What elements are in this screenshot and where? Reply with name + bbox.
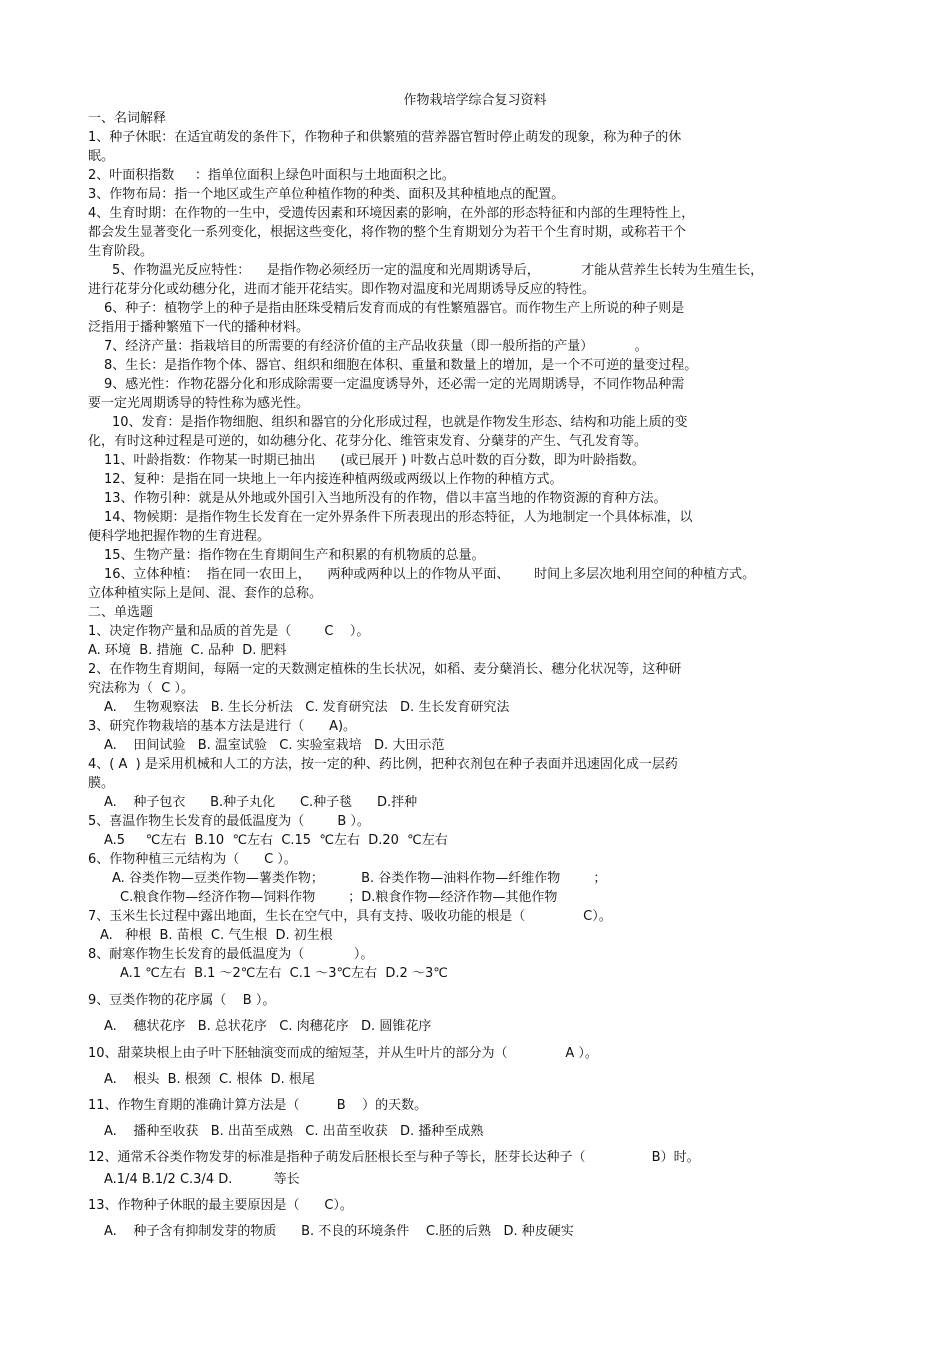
option-line: A. 种子包衣 B.种子丸化 C.种子毯 D.拌种: [104, 795, 418, 810]
text-line: 15、生物产量：指作物在生育期间生产和积累的有机物质的总量。: [104, 548, 485, 563]
option-line: A. 种根 B. 苗根 C. 气生根 D. 初生根: [100, 928, 333, 943]
option-line: A. 田间试验 B. 温室试验 C. 实验室栽培 D. 大田示范: [104, 738, 445, 753]
question-line: 2、在作物生育期间，每隔一定的天数测定植株的生长状况，如稻、麦分蘖消长、穗分化状况等，这种研: [88, 662, 682, 677]
question-line: 1、决定作物产量和品质的首先是（ C ）。: [88, 624, 370, 639]
option-line: A. 生物观察法 B. 生长分析法 C. 发育研究法 D. 生长发育研究法: [104, 700, 510, 715]
document-title: 作物栽培学综合复习资料: [403, 93, 547, 108]
option-line: A. 谷类作物—豆类作物—薯类作物； B. 谷类作物—油料作物—纤维作物 ；: [112, 871, 607, 886]
text-line: 都会发生显著变化一系列变化，根据这些变化，将作物的整个生育期划分为若干个生育时期，或称若干个: [88, 225, 687, 240]
question-line: 10、甜菜块根上由子叶下胚轴演变而成的缩短茎，并从生叶片的部分为（ A ）。: [88, 1046, 598, 1061]
option-line: A. 穗状花序 B. 总状花序 C. 肉穗花序 D. 圆锥花序: [104, 1019, 432, 1034]
text-line: 16、立体种植： 指在同一农田上， 两种或两种以上的作物从平面、 时间上多层次地利用空间的种植方式。: [104, 567, 756, 582]
option-line: A. 播种至收获 B. 出苗至成熟 C. 出苗至收获 D. 播种至成熟: [104, 1124, 484, 1139]
option-line: A. 种子含有抑制发芽的物质 B. 不良的环境条件 C.胚的后熟 D. 种皮硬实: [104, 1224, 574, 1239]
option-line: A. 根头 B. 根颈 C. 根体 D. 根尾: [104, 1072, 315, 1087]
text-line: 3、作物布局：指一个地区或生产单位种植作物的种类、面积及其种植地点的配置。: [88, 187, 565, 202]
text-line: 6、种子：植物学上的种子是指由胚珠受精后发育而成的有性繁殖器官。而作物生产上所说的种子则是: [104, 301, 685, 316]
text-line: 5、作物温光反应特性： 是指作物必须经历一定的温度和光周期诱导后， 才能从营养生长转为生殖生长，: [112, 263, 764, 278]
text-line: 化，有时这种过程是可逆的，如幼穗分化、花芽分化、维管束发育、分蘖芽的产生、气孔发育等。: [88, 434, 648, 449]
question-line: 12、通常禾谷类作物发芽的标准是指种子萌发后胚根长至与种子等长，胚芽长达种子（ B）时。: [88, 1150, 700, 1165]
text-line: 7、经济产量：指栽培目的所需要的有经济价值的主产品收获量（即一般所指的产量） 。: [104, 339, 648, 354]
question-line: 膜。: [88, 776, 115, 791]
question-line: 11、作物生育期的准确计算方法是（ B ）的天数。: [88, 1098, 428, 1113]
text-line: 生育阶段。: [88, 244, 154, 259]
question-line: 究法称为（ C ）。: [88, 681, 194, 696]
text-line: 立体种植实际上是间、混、套作的总称。: [88, 586, 323, 601]
question-line: 3、研究作物栽培的基本方法是进行（ A)。: [88, 719, 357, 734]
text-line: 11、叶龄指数：作物某一时期已抽出 (或已展开 ) 叶数占总叶数的百分数，即为叶龄指数。: [104, 453, 645, 468]
option-line: C.粮食作物—经济作物—饲料作物 ；D.粮食作物—经济作物—其他作物: [120, 890, 558, 905]
option-line: A. 环境 B. 措施 C. 品种 D. 肥料: [88, 643, 287, 658]
question-line: 6、作物种植三元结构为（ C ）。: [88, 852, 297, 867]
text-line: 眠。: [88, 149, 115, 164]
text-line: 4、生育时期：在作物的一生中，受遗传因素和环境因素的影响，在外部的形态特征和内部的生理特性上，: [88, 206, 695, 221]
text-line: 要一定光周期诱导的特性称为感光性。: [88, 396, 310, 411]
option-line: A.1 ℃左右 B.1 ～2℃左右 C.1 ～3℃左右 D.2 ～3℃: [120, 966, 448, 981]
section-heading: 二、单选题: [88, 605, 154, 620]
question-line: 8、耐寒作物生长发育的最低温度为（ ）。: [88, 947, 374, 962]
text-line: 2、叶面积指数 ：指单位面积上绿色叶面积与土地面积之比。: [88, 168, 455, 183]
text-line: 12、复种：是指在同一块地上一年内接连种植两级或两级以上作物的种植方式。: [104, 472, 563, 487]
option-line: A.1/4 B.1/2 C.3/4 D. 等长: [104, 1172, 300, 1187]
question-line: 13、作物种子休眠的最主要原因是（ C）。: [88, 1198, 353, 1213]
text-line: 9、感光性：作物花器分化和形成除需要一定温度诱导外，还必需一定的光周期诱导，不同作物品种需: [104, 377, 685, 392]
text-line: 14、物候期：是指作物生长发育在一定外界条件下所表现出的形态特征，人为地制定一个具体标准，以: [104, 510, 693, 525]
text-line: 8、生长：是指作物个体、器官、组织和细胞在体积、重量和数量上的增加，是一个不可逆的量变过程。: [104, 358, 698, 373]
question-line: 9、豆类作物的花序属（ B ）。: [88, 993, 276, 1008]
option-line: A.5 ℃左右 B.10 ℃左右 C.15 ℃左右 D.20 ℃左右: [104, 833, 448, 848]
question-line: 7、玉米生长过程中露出地面，生长在空气中，具有支持、吸收功能的根是（ C）。: [88, 909, 612, 924]
text-line: 1、种子休眠：在适宜萌发的条件下，作物种子和供繁殖的营养器官暂时停止萌发的现象，称为种子的休: [88, 130, 682, 145]
question-line: 5、喜温作物生长发育的最低温度为（ B ）。: [88, 814, 370, 829]
text-line: 进行花芽分化或幼穗分化，进而才能开花结实。即作物对温度和光周期诱导反应的特性。: [88, 282, 596, 297]
question-line: 4、( A ) 是采用机械和人工的方法，按一定的种、药比例，把种衣剂包在种子表面并迅速固化成一层药: [88, 757, 678, 772]
section-heading: 一、名词解释: [88, 111, 167, 126]
text-line: 13、作物引种：就是从外地或外国引入当地所没有的作物，借以丰富当地的作物资源的育种方法。: [104, 491, 667, 506]
text-line: 10、发育：是指作物细胞、组织和器官的分化形成过程，也就是作物发生形态、结构和功能上质的变: [112, 415, 688, 430]
text-line: 便科学地把握作物的生育进程。: [88, 529, 271, 544]
text-line: 泛指用于播种繁殖下一代的播种材料。: [88, 320, 310, 335]
